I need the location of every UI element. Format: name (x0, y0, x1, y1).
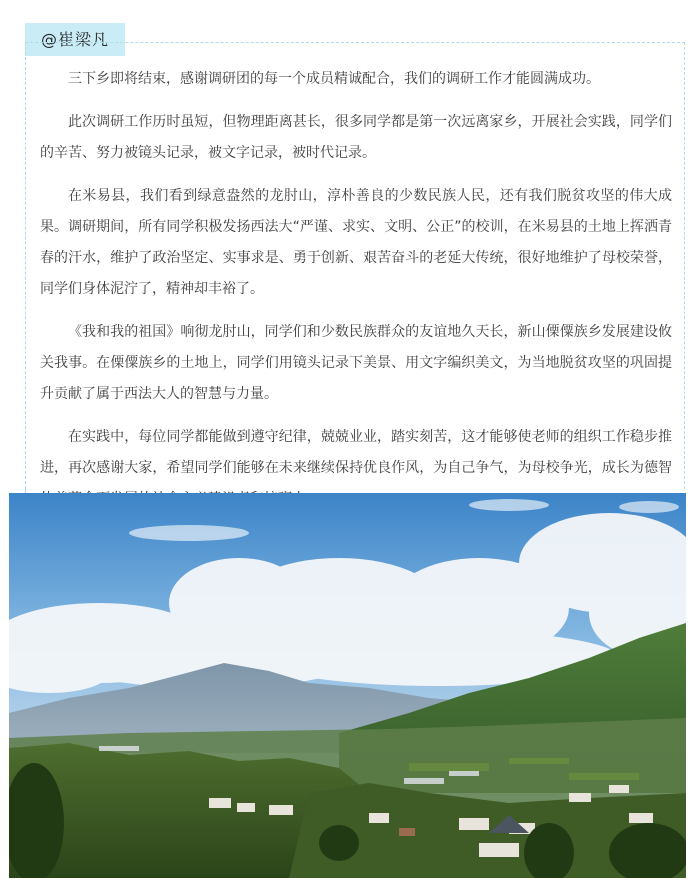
article-body (40, 64, 672, 527)
paragraph-1: 三下乡即将结束，感谢调研团的每一个成员精诚配合，我们的调研工作才能圆满成功。 (68, 71, 600, 87)
author-tag: @崔梁凡 (25, 23, 125, 56)
paragraph-3: 在米易县，我们看到绿意盎然的龙肘山，淳朴善良的少数民族人民，还有我们脱贫攻坚的伟大成果。调研期间，所有同学积极发扬西法大“严谨、求实、文明、公正”的校训，在米易县的土地上挥洒青春的汗水，维护了政治坚定、实事求是、勇于创新、艰苦奋斗的老延大传统，很好地维护了母校荣誉，同学们身体泥泞了，精神却丰裕了。 (40, 188, 672, 297)
landscape-photo (9, 493, 686, 878)
paragraph-4: 《我和我的祖国》响彻龙肘山，同学们和少数民族群众的友谊地久天长，新山傈僳族乡发展建设攸关我事。在傈僳族乡的土地上，同学们用镜头记录下美景、用文字编织美文，为当地脱贫攻坚的巩固提升贡献了属于西法大人的智慧与力量。 (40, 324, 672, 402)
paragraph-5: 在实践中，每位同学都能做到遵守纪律，兢兢业业，踏实刻苦，这才能够使老师的组织工作稳步推进，再次感谢大家，希望同学们能够在未来继续保持优良作风，为自己争气，为母校争光，成长为德智 (40, 429, 672, 476)
paragraph-2: 此次调研工作历时虽短，但物理距离甚长，很多同学都是第一次远离家乡，开展社会实践，同学们的辛苦、努力被镜头记录，被文字记录，被时代记录。 (40, 114, 672, 161)
